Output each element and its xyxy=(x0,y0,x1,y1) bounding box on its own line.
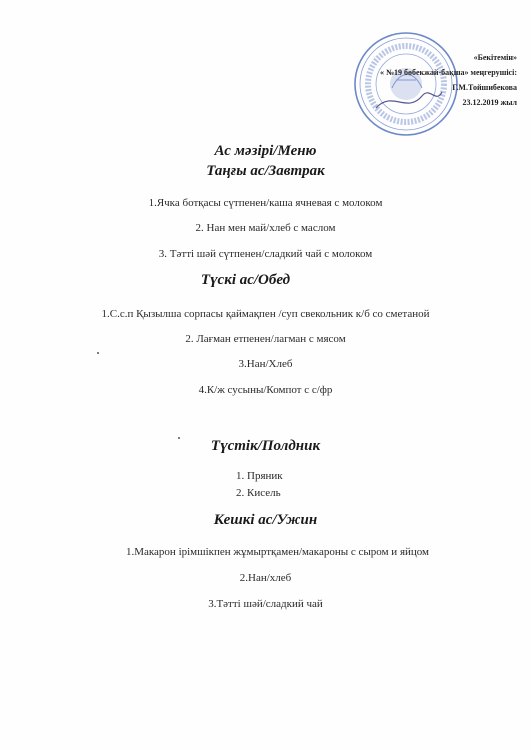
approval-line-2: « №19 бөбекжай-бақша» меңгерушісі: xyxy=(380,68,517,77)
approval-block xyxy=(317,50,517,110)
lunch-item: 2. Лағман етпенен/лагман с мясом xyxy=(185,333,346,345)
lunch-item: 3.Нан/Хлеб xyxy=(238,358,293,370)
dinner-item: 2.Нан/хлеб xyxy=(239,572,292,584)
lunch-heading: Түскі ас/Обед xyxy=(200,272,291,288)
scan-speck xyxy=(178,437,180,439)
breakfast-heading: Таңғы ас/Завтрак xyxy=(206,163,325,179)
snack-item: 2. Кисель xyxy=(236,487,281,499)
approval-line-3: Г.М.Тойшибекова xyxy=(452,83,517,92)
scan-speck xyxy=(97,352,99,354)
menu-title: Ас мәзірі/Меню xyxy=(214,143,317,159)
snack-item: 1. Пряник xyxy=(236,470,283,482)
breakfast-item: 1.Ячка ботқасы сүтпенен/каша ячневая с молоком xyxy=(148,197,383,209)
dinner-heading: Кешкі ас/Ужин xyxy=(213,512,318,528)
approval-line-1: «Бекітемін» xyxy=(473,53,517,62)
snack-list xyxy=(236,468,283,502)
approval-line-4: 23.12.2019 жыл xyxy=(462,98,517,107)
dinner-item: 1.Макарон ірімшікпен жұмыртқамен/макароны с сыром и яйцом xyxy=(125,546,430,558)
snack-heading: Түстік/Полдник xyxy=(210,438,321,454)
lunch-item: 1.С.с.п Қызылша сорпасы қаймақпен /суп свекольник к/б со сметаной xyxy=(101,308,430,320)
breakfast-item: 2. Нан мен май/хлеб с маслом xyxy=(195,222,336,234)
breakfast-item: 3. Тәтті шәй сүтпенен/сладкий чай с молоком xyxy=(158,248,373,260)
lunch-item: 4.К/ж сусыны/Компот с с/фр xyxy=(198,384,333,396)
dinner-item: 3.Тәтті шәй/сладкий чай xyxy=(208,598,323,610)
